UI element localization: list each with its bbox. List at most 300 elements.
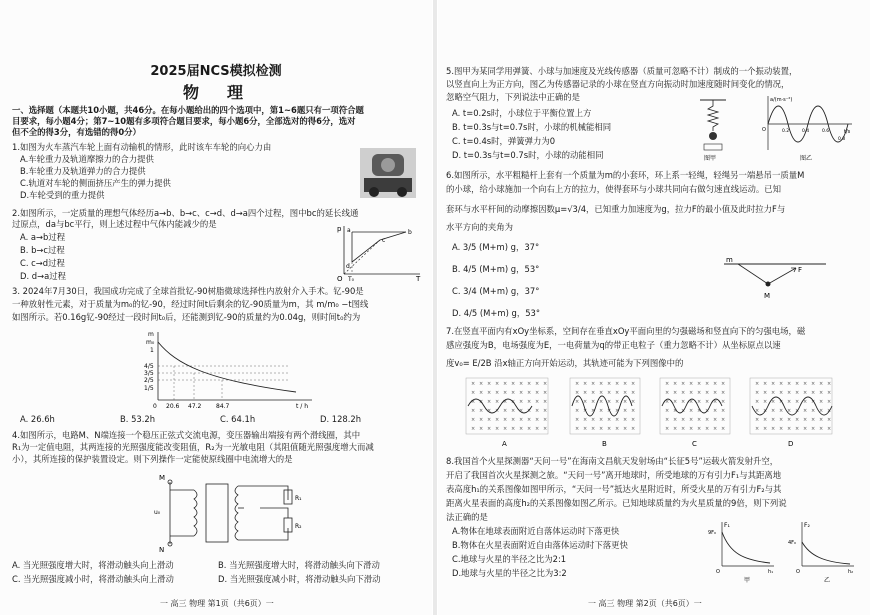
field-mark: × <box>471 381 476 387</box>
field-mark: × <box>615 426 620 432</box>
field-mark: × <box>811 417 816 423</box>
field-mark: × <box>681 426 686 432</box>
field-mark: × <box>827 426 832 432</box>
q7-stem-3: 度v₀= E/2B 沿x轴正方向开始运动，其轨迹可能为下列图像中的 <box>446 358 684 368</box>
q8-fig-jia: 甲 <box>744 577 751 584</box>
field-mark: × <box>471 426 476 432</box>
field-mark: × <box>591 399 596 405</box>
q3-axis-m0: m₀ <box>146 339 155 346</box>
field-mark: × <box>721 390 726 396</box>
field-mark: × <box>755 417 760 423</box>
q2-point-b: b <box>408 229 412 236</box>
field-mark: × <box>519 417 524 423</box>
field-mark: × <box>721 426 726 432</box>
q3-axis-m: m <box>148 331 154 338</box>
field-mark: × <box>535 426 540 432</box>
field-mark: × <box>763 381 768 387</box>
field-mark: × <box>623 390 628 396</box>
q3-option-a: A. 26.6h <box>20 414 55 424</box>
field-mark: × <box>543 408 548 414</box>
q8-option-c: C.地球与火星的半径之比为2:1 <box>452 554 567 564</box>
q1-option-d: D.车轮受到的重力提供 <box>20 190 105 200</box>
field-mark: × <box>631 426 636 432</box>
q5-tick-3: 0.6 <box>822 129 830 134</box>
field-mark: × <box>713 381 718 387</box>
field-mark: × <box>623 417 628 423</box>
q6-option-a: A. 3/5 (M+m) g，37° <box>452 242 540 252</box>
q3-y-1-5: 1/5 <box>144 385 154 392</box>
field-mark: × <box>583 417 588 423</box>
q3-y-3-5: 3/5 <box>144 370 154 377</box>
field-mark: × <box>511 426 516 432</box>
q4-option-c: C. 当光照强度减小时，将滑动触头向上滑动 <box>12 574 174 584</box>
field-mark: × <box>607 399 612 405</box>
field-mark: × <box>795 426 800 432</box>
q7-trajectory-options <box>446 376 866 450</box>
q3-y-4-5: 4/5 <box>144 363 154 370</box>
field-mark: × <box>673 390 678 396</box>
q6-stem-3: 套环与水平杆间的动摩擦因数μ=√3/4，已知重力加速度为g，拉力F的最小值及此时拉力F与 <box>446 204 786 214</box>
q6-stem-1: 6.如图所示，水平粗糙杆上套有一个质量为m的小套环，环上系一轻绳，轻绳另一端悬吊一质量M <box>446 170 805 180</box>
q6-stem-4: 水平方向的夹角为 <box>446 222 513 232</box>
q2-point-c: c <box>382 237 386 244</box>
q7-option-c-label: C <box>692 440 697 448</box>
field-mark: × <box>631 399 636 405</box>
q3-x-tick-3: 84.7 <box>216 403 230 410</box>
field-mark: × <box>527 399 532 405</box>
q8-f2-value: 4F₀ <box>788 540 797 546</box>
field-mark: × <box>575 399 580 405</box>
field-mark: × <box>583 408 588 414</box>
field-mark: × <box>771 426 776 432</box>
q8-origin-a: O <box>716 569 720 575</box>
page-gutter <box>433 0 437 615</box>
q4-stem-2: R₁为一定值电阻，其两连接的光照强度能改变阻值，R₂为一光敏电阻（其阻值随光照强度增大而减 <box>12 442 374 452</box>
field-mark: × <box>665 399 670 405</box>
field-mark: × <box>819 426 824 432</box>
field-mark: × <box>811 408 816 414</box>
q5-tick-2: 0.4 <box>802 129 810 134</box>
field-mark: × <box>697 390 702 396</box>
q5-fig-a: 图甲 <box>704 155 717 162</box>
q8-stem-5: 法正确的是 <box>446 512 488 522</box>
field-mark: × <box>763 426 768 432</box>
field-mark: × <box>755 399 760 405</box>
field-mark: × <box>527 381 532 387</box>
field-mark: × <box>583 399 588 405</box>
field-mark: × <box>689 399 694 405</box>
q5-origin: O <box>762 127 766 133</box>
field-mark: × <box>819 390 824 396</box>
field-mark: × <box>631 417 636 423</box>
q3-origin: 0 <box>153 403 157 410</box>
field-mark: × <box>607 426 612 432</box>
field-mark: × <box>827 381 832 387</box>
field-mark: × <box>615 417 620 423</box>
field-mark: × <box>479 390 484 396</box>
field-mark: × <box>689 408 694 414</box>
field-mark: × <box>771 390 776 396</box>
q2-axis-t: T <box>416 275 421 283</box>
q3-decay-graph <box>136 328 316 410</box>
q6-label-f: F <box>798 266 803 274</box>
q5-stem-3: 忽略空气阻力，下列说法中正确的是 <box>446 92 580 102</box>
field-mark: × <box>495 408 500 414</box>
q2-t0-label: T₀ <box>348 276 355 283</box>
q8-axis-h2: h₂ <box>848 569 854 575</box>
field-mark: × <box>543 426 548 432</box>
q8-graph-earth <box>708 520 778 584</box>
q8-fig-yi: 乙 <box>824 577 831 584</box>
field-mark: × <box>819 381 824 387</box>
q2-option-d: D. d→a过程 <box>20 271 66 281</box>
field-mark: × <box>755 390 760 396</box>
field-mark: × <box>787 390 792 396</box>
field-mark: × <box>819 417 824 423</box>
field-mark: × <box>583 426 588 432</box>
field-mark: × <box>771 417 776 423</box>
field-mark: × <box>819 408 824 414</box>
q4-label-r2: R₂ <box>295 523 302 530</box>
field-mark: × <box>689 381 694 387</box>
field-mark: × <box>697 426 702 432</box>
field-mark: × <box>705 381 710 387</box>
field-mark: × <box>527 390 532 396</box>
field-mark: × <box>827 399 832 405</box>
field-mark: × <box>673 426 678 432</box>
field-mark: × <box>599 399 604 405</box>
field-mark: × <box>607 381 612 387</box>
field-mark: × <box>487 408 492 414</box>
field-mark: × <box>705 408 710 414</box>
field-mark: × <box>623 399 628 405</box>
field-mark: × <box>543 399 548 405</box>
field-mark: × <box>503 390 508 396</box>
q8-stem-2: 开启了我国首次火星探测之旅。“天问一号”离开地球时，所受地球的万有引力F₁与其距离地 <box>446 470 782 480</box>
field-mark: × <box>779 381 784 387</box>
page-2-footer: 一 高三 物理 第2页（共6页）一 <box>588 599 702 608</box>
field-mark: × <box>803 390 808 396</box>
field-mark: × <box>591 390 596 396</box>
field-mark: × <box>527 417 532 423</box>
field-mark: × <box>795 399 800 405</box>
q5-axis-t: t/s <box>844 129 851 135</box>
field-mark: × <box>471 417 476 423</box>
field-mark: × <box>713 399 718 405</box>
field-mark: × <box>803 426 808 432</box>
q5-option-c: C. t=0.4s时，弹簧弹力为0 <box>452 136 556 146</box>
q5-stem-1: 5.图甲为某同学用弹簧、小球与加速度及光线传感器（质量可忽略不计）制成的一个振动装置， <box>446 66 798 76</box>
field-mark: × <box>575 390 580 396</box>
q6-label-m: m <box>726 256 733 264</box>
field-mark: × <box>583 381 588 387</box>
field-mark: × <box>795 417 800 423</box>
field-mark: × <box>755 408 760 414</box>
q7-option-a-label: A <box>502 440 507 448</box>
field-mark: × <box>779 426 784 432</box>
field-mark: × <box>755 381 760 387</box>
field-mark: × <box>697 417 702 423</box>
field-mark: × <box>673 381 678 387</box>
q2-option-c: C. c→d过程 <box>20 258 65 268</box>
q8-option-b: B.物体在火星表面附近自由落体运动时下落更快 <box>452 540 628 550</box>
q7-stem-1: 7.在竖直平面内有xOy坐标系，空间存在垂直xOy平面向里的匀强磁场和竖直向下的匀强电场，磁 <box>446 326 806 336</box>
q4-stem-1: 4.如图所示，电路M、N端连接一个稳压正弦式交流电源，变压器输出端接有两个滑线圈，其中 <box>12 430 361 440</box>
field-mark: × <box>615 381 620 387</box>
field-mark: × <box>771 399 776 405</box>
field-mark: × <box>519 408 524 414</box>
q8-option-a: A.物体在地球表面附近自落体运动时下落更快 <box>452 526 620 536</box>
field-mark: × <box>713 417 718 423</box>
field-mark: × <box>803 399 808 405</box>
field-mark: × <box>575 408 580 414</box>
field-mark: × <box>689 390 694 396</box>
q1-stem: 1.如图为火车蒸汽车轮上面有动输机的情形，此时该车车轮的向心力由 <box>12 142 272 152</box>
field-mark: × <box>689 417 694 423</box>
field-mark: × <box>495 390 500 396</box>
field-mark: × <box>583 390 588 396</box>
field-mark: × <box>697 381 702 387</box>
q6-label-big-m: M <box>764 292 771 300</box>
q3-x-tick-1: 20.6 <box>166 403 180 410</box>
field-mark: × <box>787 426 792 432</box>
field-mark: × <box>665 408 670 414</box>
field-mark: × <box>763 390 768 396</box>
q7-option-b-figure <box>570 378 640 448</box>
field-mark: × <box>721 417 726 423</box>
field-mark: × <box>607 390 612 396</box>
field-mark: × <box>519 399 524 405</box>
field-mark: × <box>803 381 808 387</box>
field-mark: × <box>705 399 710 405</box>
field-mark: × <box>665 426 670 432</box>
field-mark: × <box>535 399 540 405</box>
q8-origin-b: O <box>796 569 800 575</box>
field-mark: × <box>827 417 832 423</box>
q8-option-d: D.地球与火星的半径之比为3:2 <box>452 568 567 578</box>
q8-graph-mars <box>788 520 858 584</box>
field-mark: × <box>827 408 832 414</box>
section-instructions-3: 但不全的得3分，有选错的得0分） <box>12 127 141 137</box>
q8-axis-f1: F₁ <box>724 522 730 529</box>
field-mark: × <box>575 417 580 423</box>
field-mark: × <box>697 399 702 405</box>
q5-fig-b: 图乙 <box>800 155 813 162</box>
q6-option-c: C. 3/4 (M+m) g，37° <box>452 286 540 296</box>
field-mark: × <box>803 417 808 423</box>
field-mark: × <box>787 399 792 405</box>
field-mark: × <box>543 390 548 396</box>
field-mark: × <box>487 399 492 405</box>
field-mark: × <box>721 399 726 405</box>
field-mark: × <box>763 408 768 414</box>
page-1-footer: 一 高三 物理 第1页（共6页）一 <box>160 599 274 608</box>
field-mark: × <box>689 426 694 432</box>
field-mark: × <box>787 408 792 414</box>
field-mark: × <box>487 426 492 432</box>
field-mark: × <box>511 390 516 396</box>
field-mark: × <box>575 426 580 432</box>
q5-spring-apparatus <box>698 98 728 160</box>
q2-pt-graph <box>334 224 424 282</box>
field-mark: × <box>495 381 500 387</box>
field-mark: × <box>811 426 816 432</box>
q2-point-a: a <box>347 227 351 234</box>
field-mark: × <box>479 408 484 414</box>
field-mark: × <box>779 417 784 423</box>
q3-y-1: 1 <box>150 347 154 354</box>
field-mark: × <box>543 417 548 423</box>
field-mark: × <box>771 408 776 414</box>
field-mark: × <box>511 417 516 423</box>
q4-label-n: N <box>159 546 165 554</box>
q3-axis-t: t / h <box>296 403 308 410</box>
field-mark: × <box>827 390 832 396</box>
field-mark: × <box>763 417 768 423</box>
field-mark: × <box>631 408 636 414</box>
q3-option-c: C. 64.1h <box>220 414 256 424</box>
q6-option-b: B. 4/5 (M+m) g，53° <box>452 264 540 274</box>
section-instructions-1: 一、选择题（本题共10小题，共46分。在每小题给出的四个选项中，第1~6题只有一项符合题 <box>12 105 364 115</box>
field-mark: × <box>721 381 726 387</box>
q4-option-a: A. 当光照强度增大时，将滑动触头向上滑动 <box>12 560 174 570</box>
field-mark: × <box>787 417 792 423</box>
q1-option-b: B.车轮重力及轨道弹力的合力提供 <box>20 166 146 176</box>
q4-transformer-circuit <box>150 468 310 556</box>
q8-stem-4: 距离火星表面的高度h₂的关系图像如图乙所示。已知地球质量约为火星质量的9倍，则下列说 <box>446 498 787 508</box>
field-mark: × <box>479 417 484 423</box>
q4-label-u: u₀ <box>154 509 161 516</box>
field-mark: × <box>779 408 784 414</box>
field-mark: × <box>795 381 800 387</box>
q2-axis-p: p <box>337 225 342 233</box>
field-mark: × <box>599 390 604 396</box>
q8-axis-f2: F₂ <box>804 522 810 529</box>
q6-option-d: D. 4/5 (M+m) g，53° <box>452 308 541 318</box>
field-mark: × <box>697 408 702 414</box>
q3-option-d: D. 128.2h <box>320 414 362 424</box>
field-mark: × <box>705 426 710 432</box>
field-mark: × <box>495 399 500 405</box>
field-mark: × <box>527 426 532 432</box>
q2-origin: O <box>337 275 343 283</box>
field-mark: × <box>811 399 816 405</box>
q8-f1-value: 9F₀ <box>708 530 717 536</box>
exam-title: 2025届NCS模拟检测 <box>150 64 282 79</box>
field-mark: × <box>535 408 540 414</box>
field-mark: × <box>511 381 516 387</box>
q8-stem-3: 表高度h₁的关系图像如图甲所示，“天问一号”抵达火星附近时，所受火星的万有引力F₂与其 <box>446 484 782 494</box>
field-mark: × <box>615 408 620 414</box>
field-mark: × <box>673 417 678 423</box>
field-mark: × <box>615 390 620 396</box>
field-mark: × <box>795 408 800 414</box>
field-mark: × <box>599 417 604 423</box>
q3-stem-3: 如图所示。若0.16g钇-90经过一段时间t₀后，还能测到钇-90的质量约为0.04g，则时间t₀约为 <box>12 312 361 322</box>
field-mark: × <box>519 426 524 432</box>
field-mark: × <box>705 390 710 396</box>
field-mark: × <box>503 381 508 387</box>
field-mark: × <box>487 417 492 423</box>
field-mark: × <box>811 390 816 396</box>
field-mark: × <box>615 399 620 405</box>
field-mark: × <box>623 426 628 432</box>
section-instructions-2: 目要求，每小题4分；第7~10题有多项符合题目要求，每小题6分，全部选对的得6分，选对 <box>12 116 356 126</box>
q4-label-m: M <box>159 474 166 482</box>
field-mark: × <box>755 426 760 432</box>
field-mark: × <box>519 381 524 387</box>
field-mark: × <box>575 381 580 387</box>
q4-option-d: D. 当光照强度减小时，将滑动触头向下滑动 <box>218 574 381 584</box>
field-mark: × <box>487 390 492 396</box>
field-mark: × <box>779 390 784 396</box>
field-mark: × <box>681 408 686 414</box>
field-mark: × <box>591 381 596 387</box>
q8-stem-1: 8.我国首个火星探测器“天问一号”在海南文昌航天发射场由“长征5号”运载火箭发射升空， <box>446 456 779 466</box>
field-mark: × <box>713 408 718 414</box>
q5-axis-a: a/(m·s⁻²) <box>770 97 793 103</box>
field-mark: × <box>543 381 548 387</box>
field-mark: × <box>631 390 636 396</box>
q2-option-b: B. b→c过程 <box>20 245 65 255</box>
field-mark: × <box>713 390 718 396</box>
subject-title: 物 理 <box>182 83 249 102</box>
field-mark: × <box>479 399 484 405</box>
field-mark: × <box>673 399 678 405</box>
field-mark: × <box>771 381 776 387</box>
field-mark: × <box>607 417 612 423</box>
q3-x-tick-2: 47.2 <box>188 403 202 410</box>
field-mark: × <box>495 426 500 432</box>
field-mark: × <box>511 399 516 405</box>
q4-stem-3: 小），其所连接的保护装置设定。则下列操作一定能使原线圈中电流增大的是 <box>12 454 293 464</box>
field-mark: × <box>631 381 636 387</box>
field-mark: × <box>487 381 492 387</box>
field-mark: × <box>713 426 718 432</box>
q4-option-b: B. 当光照强度增大时，将滑动触头向下滑动 <box>218 560 380 570</box>
field-mark: × <box>591 417 596 423</box>
field-mark: × <box>471 408 476 414</box>
field-mark: × <box>471 390 476 396</box>
field-mark: × <box>591 426 596 432</box>
q7-option-d-label: D <box>788 440 794 448</box>
field-mark: × <box>479 426 484 432</box>
field-mark: × <box>503 417 508 423</box>
q7-option-b-label: B <box>602 440 607 448</box>
field-mark: × <box>591 408 596 414</box>
q2-option-a: A. a→b过程 <box>20 232 66 242</box>
field-mark: × <box>779 399 784 405</box>
q3-stem-2: 一种放射性元素，对于质量为m₀的钇-90，经过时间t后剩余的钇-90质量为m，其 m/m₀ −t图线 <box>12 299 369 309</box>
q2-stem-2: 过原点，da与bc平行，则上述过程中气体内能减少的是 <box>12 219 217 229</box>
field-mark: × <box>795 390 800 396</box>
field-mark: × <box>681 390 686 396</box>
field-mark: × <box>503 399 508 405</box>
q1-option-a: A.车轮重力及轨道摩擦力的合力提供 <box>20 154 154 164</box>
q6-ring-ball-diagram <box>720 254 830 304</box>
field-mark: × <box>681 381 686 387</box>
field-mark: × <box>527 408 532 414</box>
field-mark: × <box>623 381 628 387</box>
field-mark: × <box>673 408 678 414</box>
field-mark: × <box>503 426 508 432</box>
field-mark: × <box>535 390 540 396</box>
q5-tick-4: 0.8 <box>838 137 846 142</box>
exam-page-1 <box>0 0 432 615</box>
q2-stem-1: 2.如图所示，一定质量的理想气体经历a→b、b→c、c→d、d→a四个过程，图中bc的延长线通 <box>12 208 359 218</box>
field-mark: × <box>511 408 516 414</box>
q3-stem-1: 3. 2024年7月30日，我国成功完成了全球首批钇-90树脂微球选择性内放射介入手术。钇-90是 <box>12 286 364 296</box>
